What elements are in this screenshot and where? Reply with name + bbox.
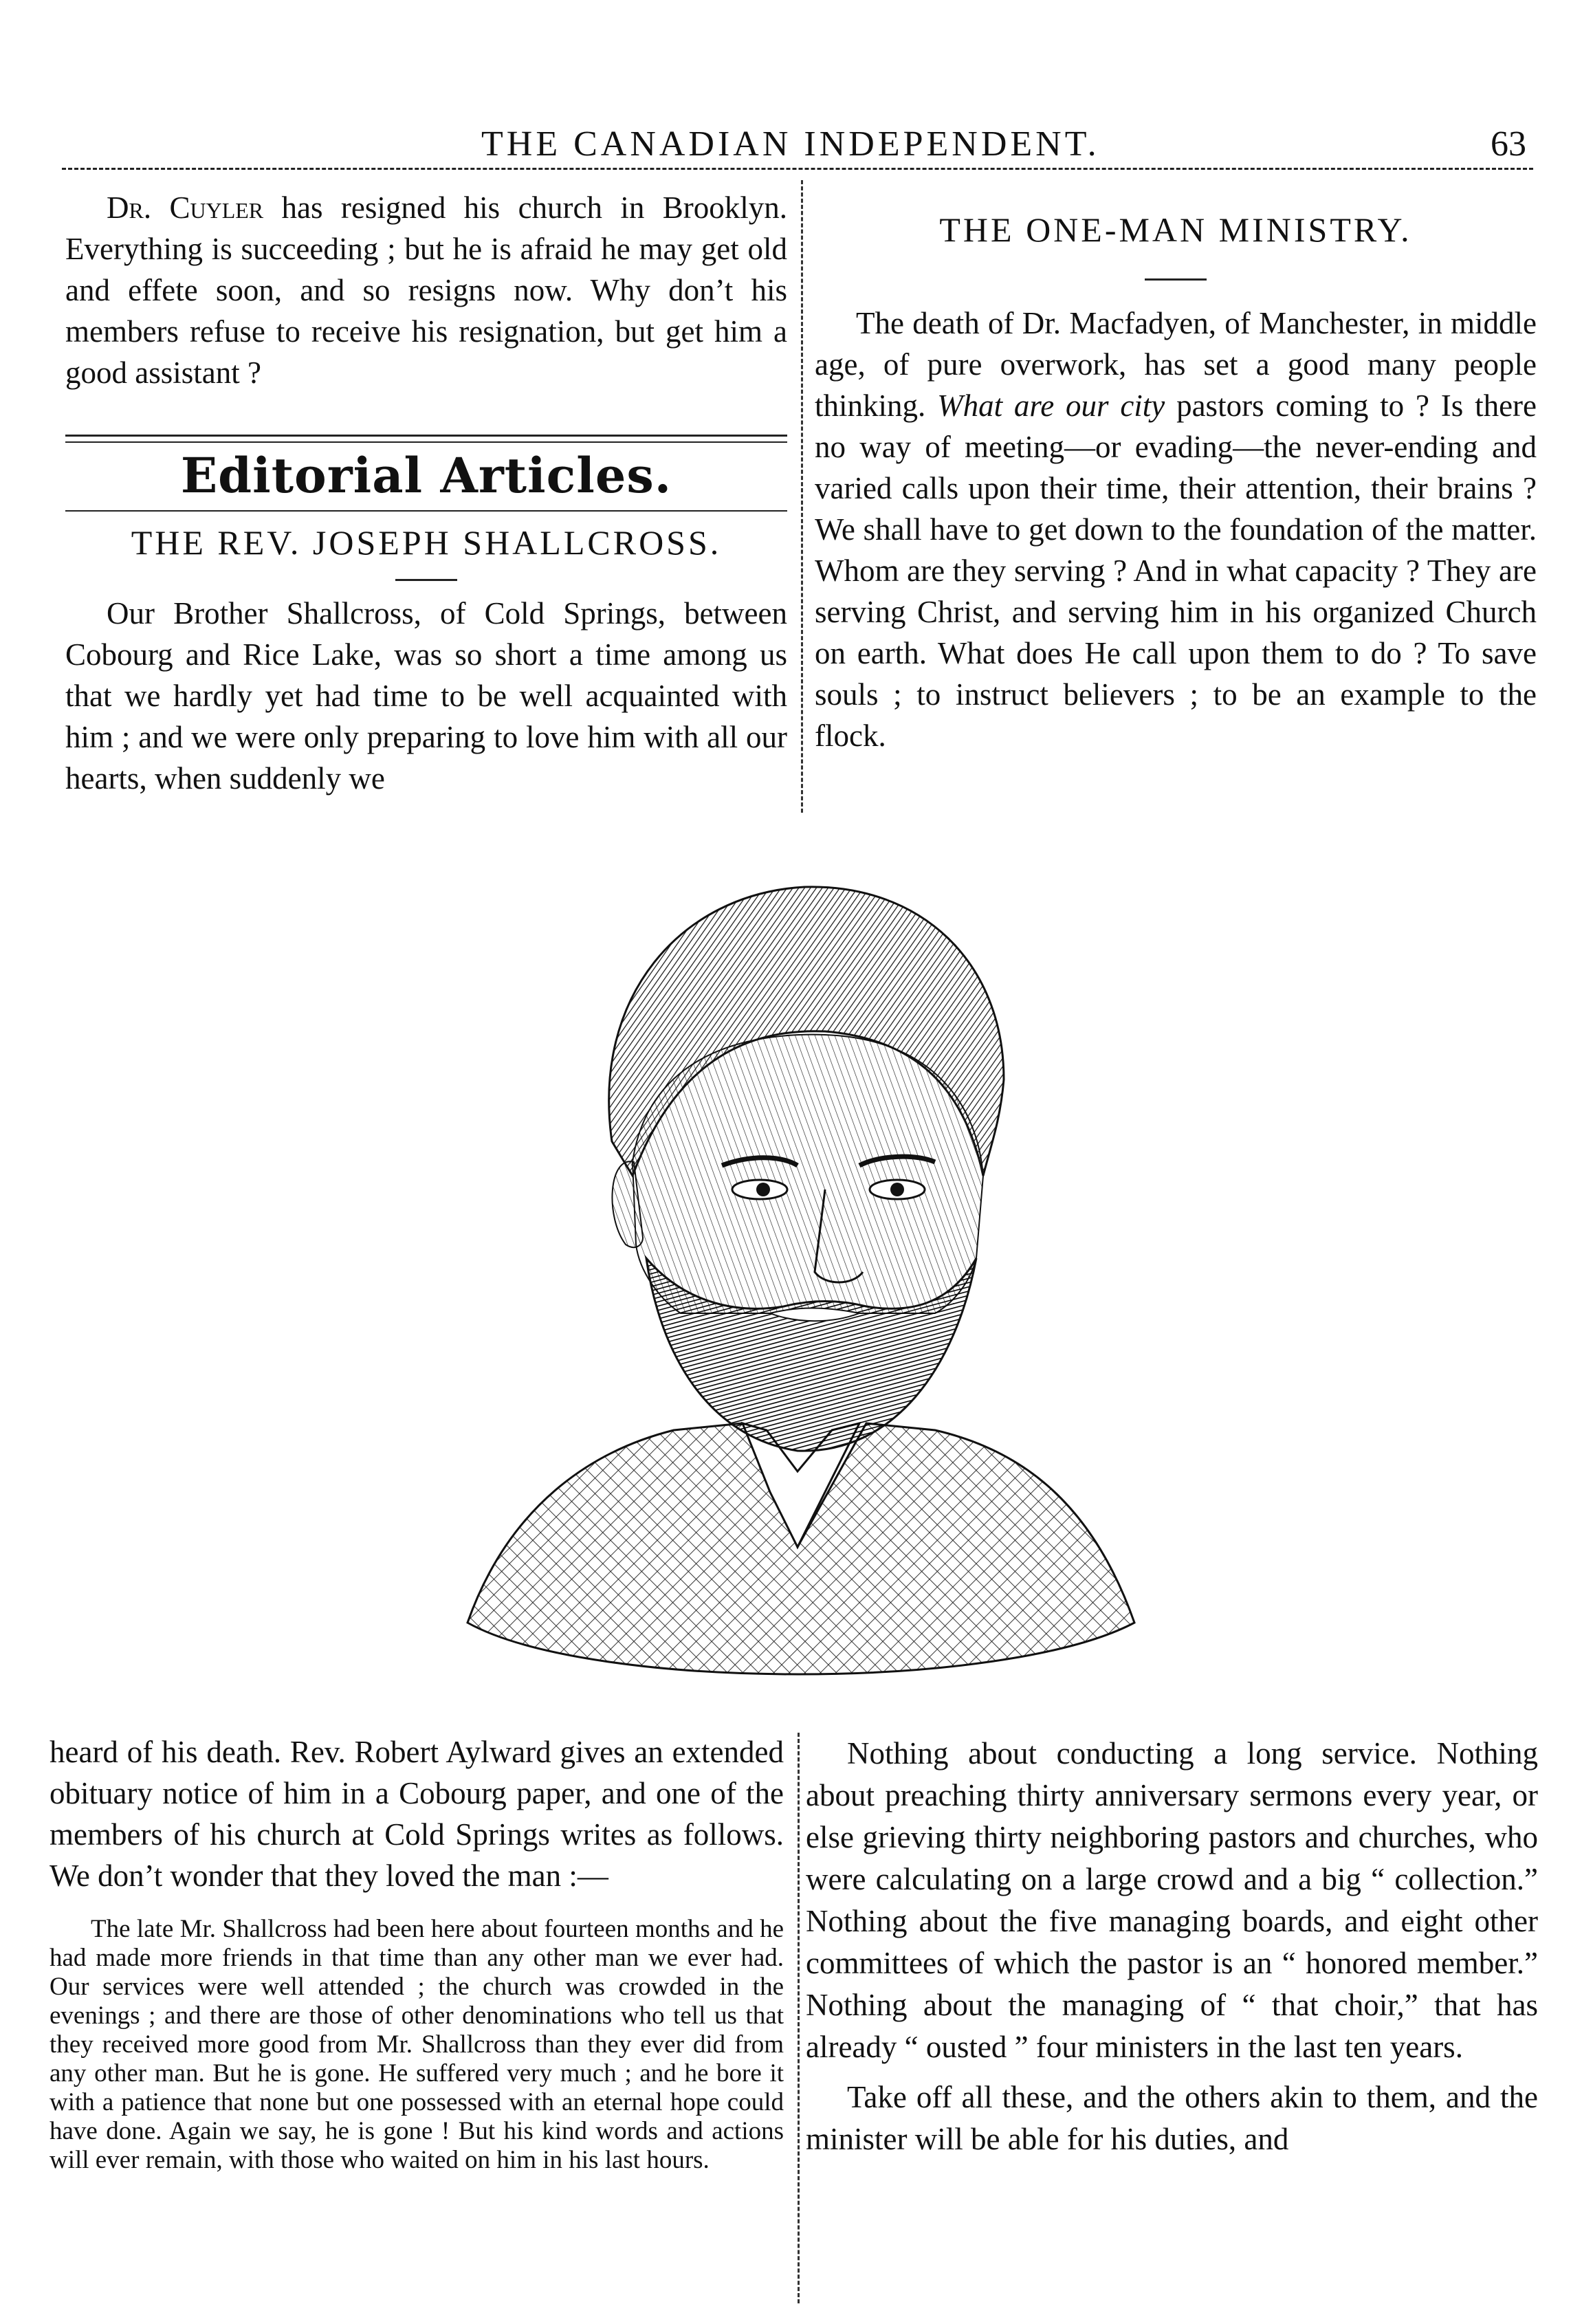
header-rule bbox=[62, 168, 1533, 170]
shallcross-title-rule bbox=[395, 579, 457, 581]
portrait-engraving bbox=[385, 832, 1210, 1705]
one-man-ministry-paragraph-2: Nothing about conducting a long service. Nothing about preaching thirty anniversary sermons every year, or else grieving thirty neighboring pastors and churches, who were calculating on a large crowd and a big “ collection.” Nothing about the five managing boards, and eight other committees of which the pastor is an “ honored member.” Nothing about the managing of “ that choir,” that has already “ ousted ” four ministers in the last ten years. bbox=[806, 1736, 1538, 2064]
shallcross-paragraph-1 bbox=[65, 593, 787, 799]
shallcross-continuation-text: heard of his death. Rev. Robert Aylward gives an extended obituary notice of him in a Cobourg paper, and one of the members of his church at Cold Springs writes as follows. We don’t wonder that they loved the man :— bbox=[50, 1735, 784, 1893]
one-man-ministry-paragraph-1 bbox=[815, 303, 1537, 756]
shallcross-article-title: THE REV. JOSEPH SHALLCROSS. bbox=[131, 523, 722, 562]
editorial-rule-bottom bbox=[65, 510, 787, 512]
cuyler-note-text: has resigned his church in Brooklyn. Everything is succeeding ; but he is afraid he may get old and effete soon, and so resigns now. Why don’t his members refuse to receive his resignation, but get him a good assistant ? bbox=[65, 190, 787, 390]
editorial-rule-top-2 bbox=[65, 441, 787, 443]
one-man-ministry-paragraph-3: Take off all these, and the others akin to them, and the minister will be able for his duties, and bbox=[806, 2080, 1538, 2156]
running-header bbox=[62, 116, 1533, 171]
cuyler-note bbox=[65, 187, 787, 393]
journal-title: THE CANADIAN INDEPENDENT. bbox=[481, 124, 1100, 164]
one-man-ministry-continuation bbox=[806, 1733, 1538, 2160]
shallcross-continuation bbox=[50, 1731, 784, 1896]
parishioner-quote-text: The late Mr. Shallcross had been here about fourteen months and he had made more friends in that time than any other man we ever had. Our services were well attended ; the church was crowded in the evenings ; and there are those of other denominations who tell us that they received more good from Mr. Shallcross than they ever did from any other man. But he is gone. He suffered very much ; and he bore it with a patience that none but one possessed with an eternal hope could have done. Again we say, he is gone ! But his kind words and actions will ever remain, with those who waited on him in his last hours. bbox=[50, 1915, 784, 2174]
one-man-ministry-text-end: pastors coming to ? Is there no way of meeting—or evading—the never-ending and varied calls upon their time, their attention, their brains ? We shall have to get down to the foundation of the matter. Whom are they serving ? And in what capacity ? They are serving Christ, and serving him in his organized Church on earth. What does He call upon them to do ? To save souls ; to instruct believers ; to be an example to the flock. bbox=[815, 388, 1537, 753]
coat-shape bbox=[468, 1423, 1134, 1674]
shallcross-paragraph-1-text: Our Brother Shallcross, of Cold Springs, between Cobourg and Rice Lake, was so short a time among us that we hardly yet had time to be well acquainted with him ; and we were only preparing to love him with all our hearts, when suddenly we bbox=[65, 596, 787, 796]
page-number: 63 bbox=[1491, 124, 1526, 164]
column-divider-top bbox=[801, 180, 803, 813]
editorial-section-title: Editorial Articles. bbox=[180, 447, 672, 504]
one-man-ministry-text-start: The death of Dr. Macfadyen, of Manchester, in middle age, of pure overwork, has set a good many people thinking. bbox=[815, 306, 1537, 423]
one-man-ministry-title: THE ONE-MAN MINISTRY. bbox=[939, 210, 1412, 249]
cuyler-name: Dr. Cuyler bbox=[107, 190, 264, 225]
one-man-ministry-text-italic: What are our city bbox=[937, 388, 1165, 423]
parishioner-quote bbox=[50, 1915, 784, 2175]
editorial-rule-top bbox=[65, 435, 787, 437]
face-shape bbox=[633, 1035, 983, 1313]
one-man-ministry-title-rule bbox=[1145, 278, 1207, 281]
column-divider-bottom bbox=[798, 1733, 800, 2303]
